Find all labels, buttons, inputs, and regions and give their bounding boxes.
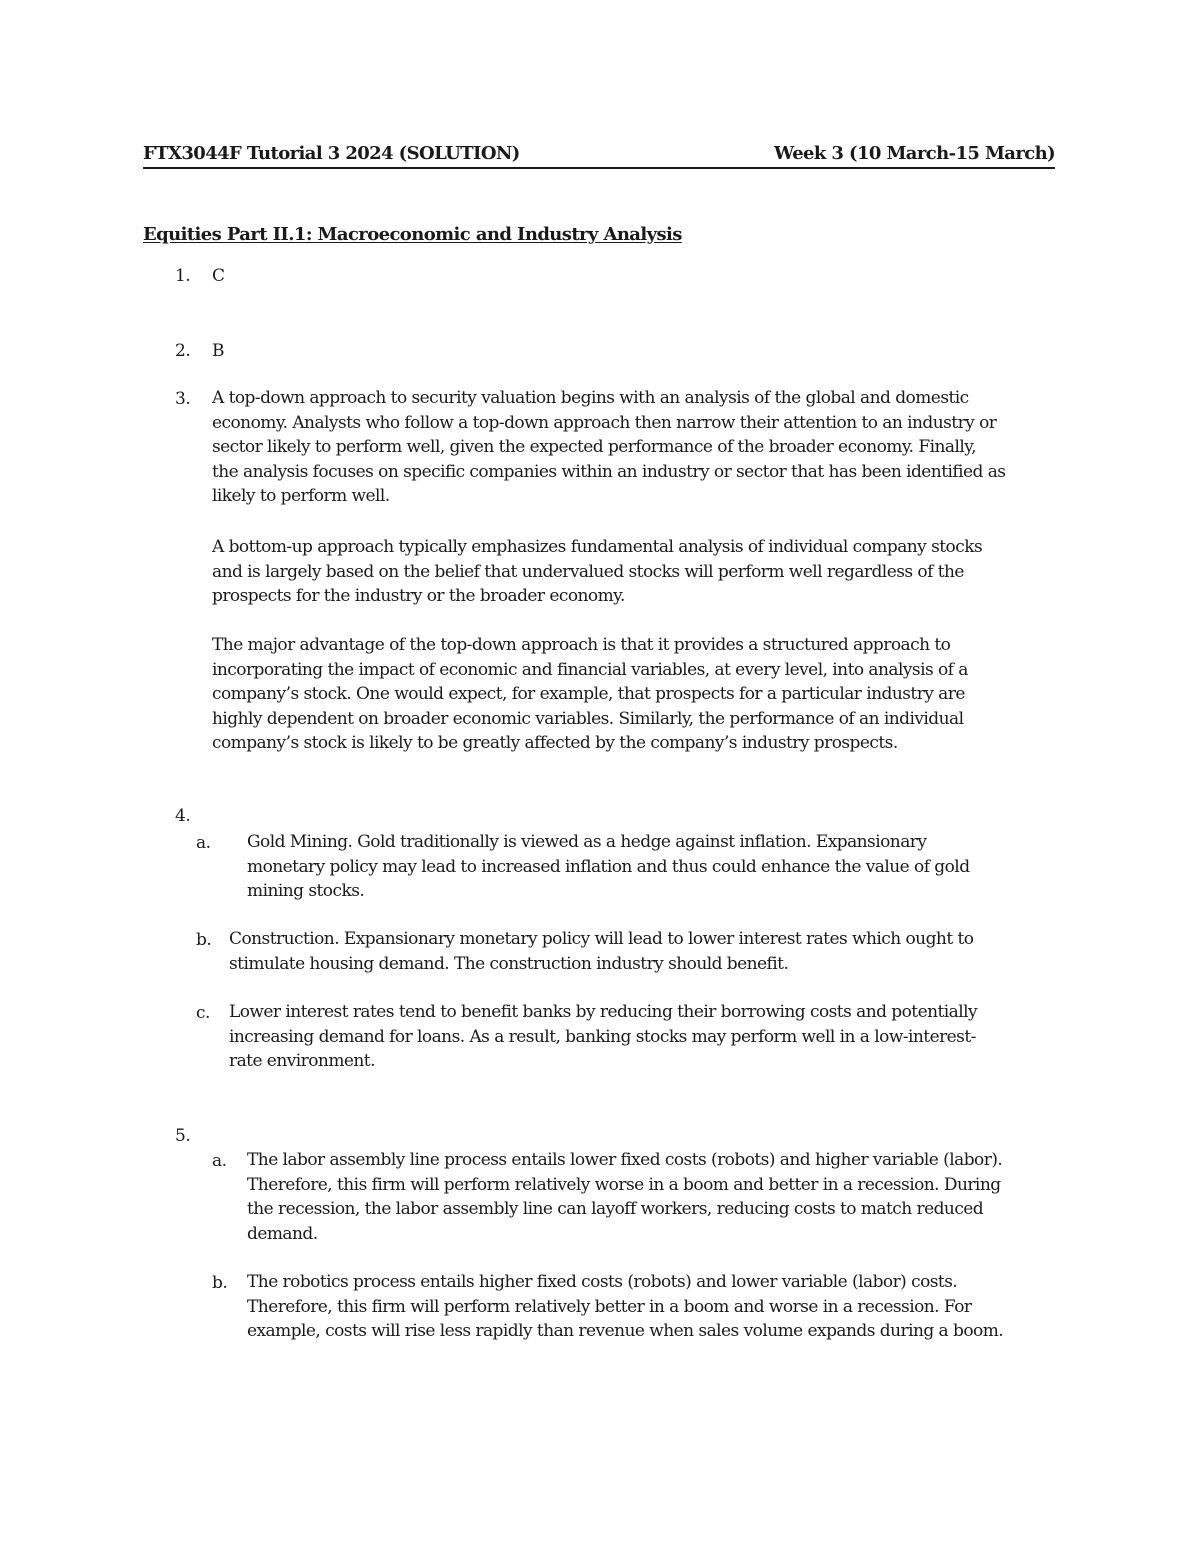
header-week: Week 3 (10 March-15 March): [774, 143, 1055, 164]
text-line: Gold Mining. Gold traditionally is viewed as a hedge against inflation. Expansionary: [247, 832, 927, 852]
text-line: The robotics process entails higher fixed costs (robots) and lower variable (labor) costs.: [247, 1272, 958, 1292]
text-line: economy. Analysts who follow a top-down approach then narrow their attention to an industry or: [212, 412, 997, 433]
text-line: increasing demand for loans. As a result, banking stocks may perform well in a low-interest-: [229, 1026, 976, 1047]
text-line: The labor assembly line process entails lower fixed costs (robots) and higher variable (labor).: [247, 1150, 1003, 1170]
question-3-paragraph-1: [212, 386, 1005, 509]
text-line: likely to perform well.: [212, 486, 390, 506]
text-line: rate environment.: [229, 1051, 375, 1071]
question-4c-letter: c.: [196, 1003, 210, 1023]
question-4b-text: [229, 927, 973, 976]
question-1-number: 1.: [175, 266, 191, 286]
text-line: A bottom-up approach typically emphasizes fundamental analysis of individual company stocks: [212, 537, 983, 557]
question-4a-text: [247, 830, 970, 904]
page-header: [143, 143, 1055, 169]
text-line: sector likely to perform well, given the expected performance of the broader economy. Finally,: [212, 437, 976, 457]
header-course-title: FTX3044F Tutorial 3 2024 (SOLUTION): [143, 143, 520, 164]
text-line: The major advantage of the top-down approach is that it provides a structured approach to: [212, 635, 951, 655]
question-1-answer: C: [212, 266, 226, 286]
section-title: Equities Part II.1: Macroeconomic and Industry Analysis: [143, 224, 682, 245]
text-line: Lower interest rates tend to benefit banks by reducing their borrowing costs and potentially: [229, 1002, 978, 1022]
question-5b-text: [247, 1270, 1003, 1344]
text-line: Construction. Expansionary monetary policy will lead to lower interest rates which ought to: [229, 929, 974, 949]
text-line: incorporating the impact of economic and financial variables, at every level, into analysis of a: [212, 659, 968, 680]
text-line: company’s stock. One would expect, for example, that prospects for a particular industry are: [212, 684, 965, 704]
text-line: Therefore, this firm will perform relatively worse in a boom and better in a recession. During: [247, 1174, 1001, 1195]
question-3-paragraph-3: [212, 633, 968, 756]
text-line: demand.: [247, 1223, 318, 1244]
question-5a-text: [247, 1148, 1002, 1246]
question-4-number: 4.: [175, 806, 191, 826]
question-5-number: 5.: [175, 1126, 191, 1146]
question-2-answer: B: [212, 341, 225, 361]
text-line: monetary policy may lead to increased inflation and thus could enhance the value of gold: [247, 856, 970, 877]
text-line: the analysis focuses on specific companies within an industry or sector that has been identified as: [212, 461, 1006, 482]
text-line: stimulate housing demand. The construction industry should benefit.: [229, 953, 789, 974]
question-2-number: 2.: [175, 341, 191, 361]
question-5a-letter: a.: [212, 1151, 227, 1171]
question-4a-letter: a.: [196, 833, 211, 853]
text-line: the recession, the labor assembly line can layoff workers, reducing costs to match reduced: [247, 1199, 984, 1219]
text-line: mining stocks.: [247, 881, 365, 901]
text-line: example, costs will rise less rapidly than revenue when sales volume expands during a boom.: [247, 1321, 1004, 1341]
text-line: prospects for the industry or the broader economy.: [212, 586, 625, 606]
text-line: company’s stock is likely to be greatly affected by the company’s industry prospects.: [212, 733, 898, 753]
question-3-paragraph-2: [212, 535, 982, 609]
question-4c-text: [229, 1000, 977, 1074]
question-5b-letter: b.: [212, 1273, 228, 1293]
question-3-number: 3.: [175, 389, 191, 409]
question-4b-letter: b.: [196, 930, 212, 950]
text-line: and is largely based on the belief that undervalued stocks will perform well regardless of the: [212, 561, 964, 582]
text-line: Therefore, this firm will perform relatively better in a boom and worse in a recession. For: [247, 1296, 972, 1317]
text-line: highly dependent on broader economic variables. Similarly, the performance of an individual: [212, 708, 964, 729]
text-line: A top-down approach to security valuation begins with an analysis of the global and domestic: [212, 388, 969, 408]
